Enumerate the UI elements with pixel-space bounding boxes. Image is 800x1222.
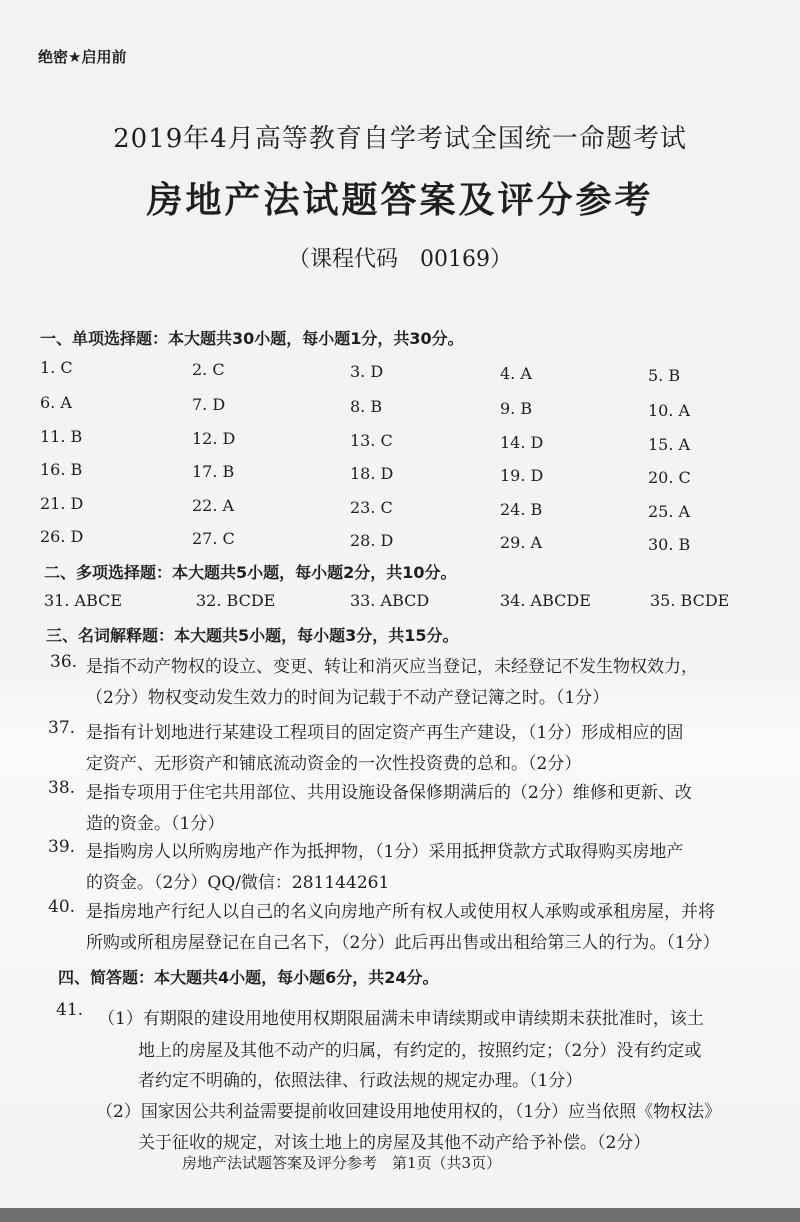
mc-answer: 23. C — [350, 498, 393, 517]
definition-line: 是指不动产物权的设立、变更、转让和消灭应当登记，未经登记不发生物权效力， — [86, 657, 698, 677]
mc-answer: 5. B — [648, 366, 681, 385]
definition-line: 是指购房人以所购房地产作为抵押物，（1分）采用抵押贷款方式取得购买房地产 — [86, 842, 684, 862]
definition-line: 定资产、无形资产和铺底流动资金的一次性投资费的总和。（2分） — [86, 754, 582, 774]
mc-answer: 20. C — [648, 468, 691, 487]
mc-answer: 9. B — [500, 399, 533, 418]
mc-answer: 24. B — [500, 500, 543, 519]
definition-line: 是指专项用于住宅共用部位、共用设施设备保修期满后的（2分）维修和更新、改 — [86, 783, 692, 803]
section3-heading: 三、名词解释题：本大题共5小题，每小题3分，共15分。 — [46, 626, 459, 645]
mc-answer: 19. D — [500, 466, 544, 485]
confidential-mark: 绝密★启用前 — [38, 48, 127, 66]
document-title: 房地产法试题答案及评分参考 — [146, 179, 654, 221]
question-number: 41. — [56, 1000, 84, 1020]
mc-answer: 4. A — [500, 364, 532, 383]
mc-answer: 14. D — [500, 433, 544, 452]
mc-answer: 8. B — [350, 397, 383, 416]
question-number: 36. — [50, 652, 78, 672]
mc-answer: 22. A — [192, 496, 235, 515]
mc-answer: 15. A — [648, 435, 691, 454]
answer-line: 者约定不明确的，依照法律、行政法规的规定办理。（1分） — [138, 1071, 583, 1091]
mc-answer: 1. C — [40, 358, 73, 377]
mc-answer: 26. D — [40, 527, 84, 546]
mc-answer: 13. C — [350, 431, 393, 450]
question-number: 37. — [48, 718, 76, 738]
multi-answer: 35. BCDE — [650, 591, 730, 610]
mc-answer: 6. A — [40, 393, 72, 412]
section4-heading: 四、简答题：本大题共4小题，每小题6分，共24分。 — [58, 968, 439, 987]
definition-line: 是指有计划地进行某建设工程项目的固定资产再生产建设，（1分）形成相应的固 — [86, 723, 684, 743]
mc-answer: 2. C — [192, 360, 225, 379]
multi-answer: 33. ABCD — [350, 591, 430, 610]
mc-answer: 25. A — [648, 502, 691, 521]
definition-line: 所购或所租房屋登记在自己名下，（2分）此后再出售或出租给第三人的行为。（1分） — [86, 933, 720, 953]
mc-answer: 21. D — [40, 494, 84, 513]
multi-answer: 32. BCDE — [196, 591, 276, 610]
mc-answer: 16. B — [40, 460, 83, 479]
answer-line: 关于征收的规定，对该土地上的房屋及其他不动产给予补偿。（2分） — [138, 1133, 651, 1153]
definition-line: 的资金。（2分）QQ/微信：281144261 — [86, 873, 390, 893]
page-footer: 房地产法试题答案及评分参考 第1页（共3页） — [182, 1154, 502, 1172]
mc-answer: 11. B — [40, 427, 83, 446]
mc-answer: 10. A — [648, 401, 691, 420]
mc-answer: 30. B — [648, 535, 691, 554]
mc-answer: 29. A — [500, 533, 543, 552]
mc-answer: 17. B — [192, 462, 235, 481]
definition-line: （2分）物权变动发生效力的时间为记载于不动产登记簿之时。（1分） — [86, 688, 610, 708]
course-code: （课程代码 00169） — [288, 247, 512, 272]
answer-line: 地上的房屋及其他不动产的归属，有约定的，按照约定；（2分）没有约定或 — [138, 1041, 702, 1061]
mc-answer: 12. D — [192, 429, 236, 448]
multi-answer: 34. ABCDE — [500, 591, 591, 610]
exam-title: 2019年4月高等教育自学考试全国统一命题考试 — [113, 124, 687, 154]
mc-answer: 27. C — [192, 529, 235, 548]
multi-answer: 31. ABCE — [44, 591, 123, 610]
definition-line: 造的资金。（1分） — [86, 814, 225, 834]
page-edge-shadow — [0, 1208, 800, 1222]
section2-heading: 二、多项选择题：本大题共5小题，每小题2分，共10分。 — [44, 563, 457, 582]
mc-answer: 28. D — [350, 531, 394, 550]
question-number: 38. — [48, 778, 76, 798]
definition-line: 是指房地产行纪人以自己的名义向房地产所有权人或使用权人承购或承租房屋，并将 — [86, 902, 715, 922]
question-number: 39. — [48, 837, 76, 857]
answer-line: （2）国家因公共利益需要提前收回建设用地使用权的，（1分）应当依照《物权法》 — [96, 1102, 722, 1122]
mc-answer: 18. D — [350, 464, 394, 483]
question-number: 40. — [48, 897, 76, 917]
answer-line: （1）有期限的建设用地使用权期限届满未申请续期或申请续期未获批准时，该土 — [98, 1009, 704, 1029]
mc-answer: 3. D — [350, 362, 384, 381]
mc-answer: 7. D — [192, 395, 226, 414]
section1-heading: 一、单项选择题：本大题共30小题，每小题1分，共30分。 — [40, 329, 464, 348]
